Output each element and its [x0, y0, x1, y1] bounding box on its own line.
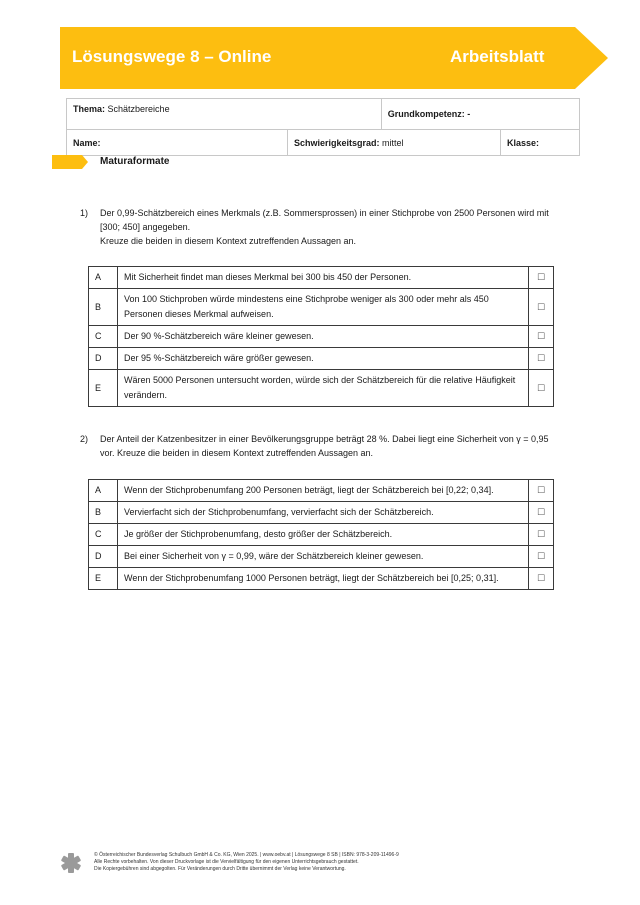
klasse-field: Klasse: — [501, 130, 580, 156]
thema-label: Thema: — [73, 104, 106, 114]
task-line: [300; 450] angegeben. — [100, 222, 191, 232]
checkbox-icon[interactable]: ☐ — [529, 480, 554, 502]
option-row — [89, 524, 554, 546]
option-text: Der 95 %-Schätzbereich wäre größer gewesen. — [118, 348, 529, 370]
checkbox-icon[interactable]: ☐ — [529, 568, 554, 590]
task-line: Der Anteil der Katzenbesitzer in einer Bevölkerungsgruppe beträgt 28 %. Dabei liegt eine Sicherheit von γ = 0,95 — [100, 434, 549, 444]
option-letter: E — [89, 568, 118, 590]
option-text: Vervierfacht sich der Stichprobenumfang, vervierfacht sich der Schätzbereich. — [118, 502, 529, 524]
schwierigkeit-label: Schwierigkeitsgrad: — [294, 137, 380, 148]
task-number: 1) — [80, 208, 89, 218]
footer-line: Die Kopiergebühren sind abgegolten. Für Veränderungen durch Dritte übernimmt der Verlag keine Verantwortung. — [94, 866, 346, 872]
option-row — [89, 370, 554, 407]
option-row — [89, 326, 554, 348]
option-row — [89, 502, 554, 524]
option-text: Wenn der Stichprobenumfang 1000 Personen beträgt, liegt der Schätzbereich bei [0,25; 0,31]. — [118, 568, 529, 590]
info-table — [66, 98, 580, 156]
option-letter: A — [89, 480, 118, 502]
header-doc-type: Arbeitsblatt — [450, 47, 545, 66]
option-letter: A — [89, 267, 118, 289]
option-letter: C — [89, 326, 118, 348]
option-text: Wären 5000 Personen untersucht worden, würde sich der Schätzbereich für die relative Häufigkeit verändern. — [118, 370, 529, 407]
footer-line: Alle Rechte vorbehalten. Von dieser Druckvorlage ist die Vervielfältigung für den eigenen Unterrichtsgebrauch gestattet. — [94, 859, 359, 865]
checkbox-icon[interactable]: ☐ — [529, 524, 554, 546]
task-line: Kreuze die beiden in diesem Kontext zutreffenden Aussagen an. — [100, 236, 357, 246]
option-letter: D — [89, 348, 118, 370]
publisher-logo-icon — [60, 852, 82, 874]
option-text: Bei einer Sicherheit von γ = 0,99, wäre der Schätzbereich kleiner gewesen. — [118, 546, 529, 568]
header-title: Lösungswege 8 – Online — [72, 47, 272, 66]
footer-line: © Österreichischer Bundesverlag Schulbuch GmbH & Co. KG, Wien 2025. | www.oebv.at | Lösungswege 8 SB | ISBN: 978-3-209-11496-9 — [94, 852, 399, 858]
header-banner — [60, 27, 608, 89]
options-table-1 — [88, 266, 554, 407]
option-letter: B — [89, 502, 118, 524]
thema-cell — [67, 99, 382, 130]
option-row — [89, 480, 554, 502]
checkbox-icon[interactable]: ☐ — [529, 289, 554, 326]
checkbox-icon[interactable]: ☐ — [529, 502, 554, 524]
task-text — [100, 432, 580, 460]
grundkompetenz-cell: Grundkompetenz: - — [381, 99, 579, 130]
option-text: Mit Sicherheit findet man dieses Merkmal bei 300 bis 450 der Personen. — [118, 267, 529, 289]
option-row — [89, 546, 554, 568]
task-line: Der 0,99-Schätzbereich eines Merkmals (z.B. Sommersprossen) in einer Stichprobe von 2500 Personen wird mit — [100, 208, 549, 218]
section-arrow-icon — [52, 155, 88, 169]
checkbox-icon[interactable]: ☐ — [529, 370, 554, 407]
checkbox-icon[interactable]: ☐ — [529, 546, 554, 568]
task-text — [100, 206, 580, 248]
schwierigkeit-value: mittel — [382, 137, 404, 148]
option-letter: C — [89, 524, 118, 546]
checkbox-icon[interactable]: ☐ — [529, 348, 554, 370]
checkbox-icon[interactable]: ☐ — [529, 326, 554, 348]
footer-copyright — [94, 852, 574, 873]
option-text: Von 100 Stichproben würde mindestens eine Stichprobe weniger als 300 oder mehr als 450 Personen dieses Merkmal aufweisen. — [118, 289, 529, 326]
options-table-2 — [88, 479, 554, 590]
name-field: Name: — [67, 130, 288, 156]
task-number: 2) — [80, 434, 89, 444]
task-line: vor. Kreuze die beiden in diesem Kontext zutreffenden Aussagen an. — [100, 448, 374, 458]
option-row — [89, 348, 554, 370]
option-letter: B — [89, 289, 118, 326]
option-row — [89, 267, 554, 289]
section-title: Maturaformate — [100, 156, 170, 167]
option-text: Je größer der Stichprobenumfang, desto größer der Schätzbereich. — [118, 524, 529, 546]
option-letter: E — [89, 370, 118, 407]
option-row — [89, 289, 554, 326]
thema-value: Schätzbereiche — [107, 104, 170, 114]
checkbox-icon[interactable]: ☐ — [529, 267, 554, 289]
option-text: Wenn der Stichprobenumfang 200 Personen beträgt, liegt der Schätzbereich bei [0,22; 0,34]. — [118, 480, 529, 502]
option-row — [89, 568, 554, 590]
schwierigkeit-cell — [288, 130, 501, 156]
option-text: Der 90 %-Schätzbereich wäre kleiner gewesen. — [118, 326, 529, 348]
option-letter: D — [89, 546, 118, 568]
